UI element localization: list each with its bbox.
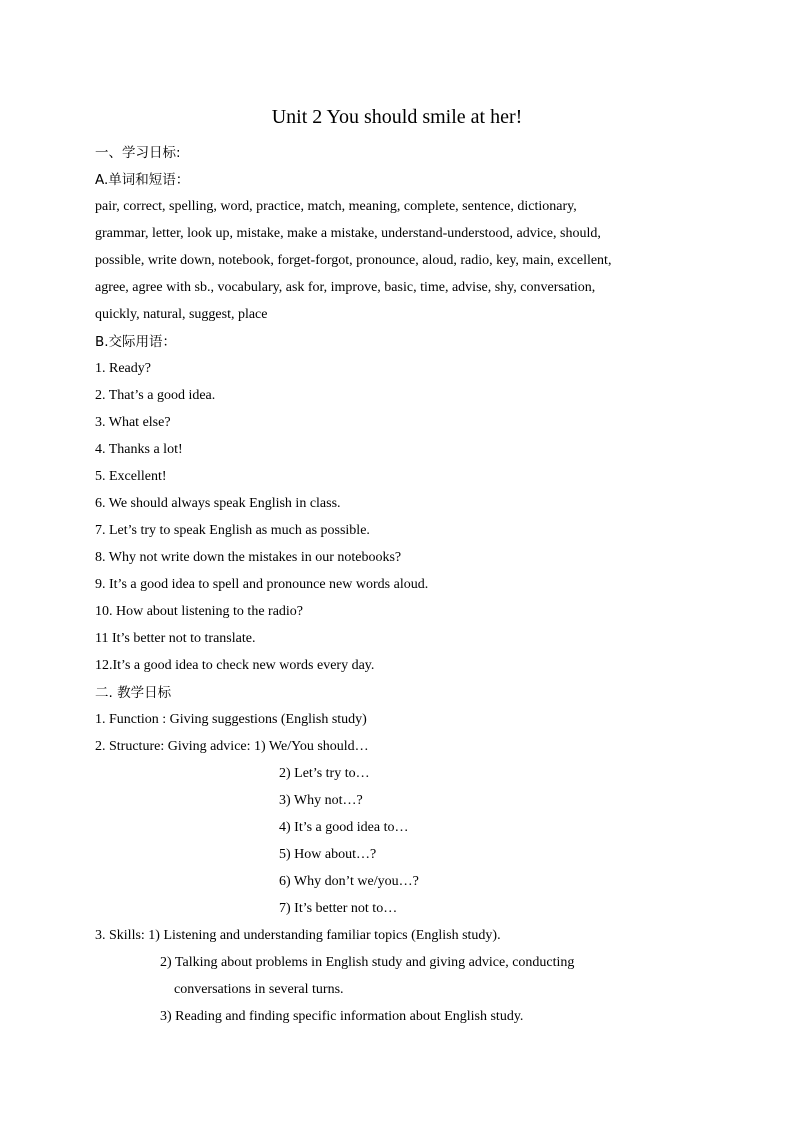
skills-item: 3) Reading and finding specific information about English study. (160, 1009, 524, 1024)
phrase-item: 5. Excellent! (95, 469, 167, 484)
structure-item: 5) How about…? (279, 847, 377, 862)
structure-item: 7) It’s better not to… (279, 901, 398, 916)
vocab-line: quickly, natural, suggest, place (95, 307, 268, 322)
function-line: 1. Function : Giving suggestions (English study) (95, 712, 367, 727)
vocab-line: possible, write down, notebook, forget-forgot, pronounce, aloud, radio, key, main, excellent, (95, 253, 612, 268)
phrase-item: 8. Why not write down the mistakes in our notebooks? (95, 550, 402, 565)
phrase-item: 12.It’s a good idea to check new words every day. (95, 658, 375, 673)
vocab-line: grammar, letter, look up, mistake, make a mistake, understand-understood, advice, should, (95, 226, 601, 241)
section1-heading: 一、学习日标: (95, 145, 181, 161)
vocab-line: pair, correct, spelling, word, practice, match, meaning, complete, sentence, dictionary, (95, 199, 577, 214)
section2-heading: 二. 教学日标 (95, 685, 172, 701)
part-a-label: A.单词和短语： (95, 172, 190, 188)
skills-item-continuation: conversations in several turns. (174, 982, 344, 997)
structure-item: 2) Let’s try to… (279, 766, 370, 781)
phrase-item: 7. Let’s try to speak English as much as possible. (95, 523, 370, 538)
skills-lead: 3. Skills: 1) Listening and understanding familiar topics (English study). (95, 928, 501, 943)
phrase-item: 2. That’s a good idea. (95, 388, 216, 403)
phrase-item: 1. Ready? (95, 361, 151, 376)
page-title: Unit 2 You should smile at her! (271, 106, 523, 128)
vocab-line: agree, agree with sb., vocabulary, ask for, improve, basic, time, advise, shy, conversation, (95, 280, 596, 295)
phrase-item: 4. Thanks a lot! (95, 442, 183, 457)
structure-item: 3) Why not…? (279, 793, 363, 808)
structure-lead: 2. Structure: Giving advice: 1) We/You should… (95, 739, 369, 754)
skills-item: 2) Talking about problems in English study and giving advice, conducting (160, 955, 575, 970)
phrase-item: 3. What else? (95, 415, 171, 430)
part-b-label: B.交际用语： (95, 334, 177, 350)
phrase-item: 11 It’s better not to translate. (95, 631, 256, 646)
phrase-item: 10. How about listening to the radio? (95, 604, 304, 619)
phrase-item: 6. We should always speak English in class. (95, 496, 341, 511)
phrase-item: 9. It’s a good idea to spell and pronounce new words aloud. (95, 577, 429, 592)
structure-item: 4) It’s a good idea to… (279, 820, 409, 835)
structure-item: 6) Why don’t we/you…? (279, 874, 419, 889)
